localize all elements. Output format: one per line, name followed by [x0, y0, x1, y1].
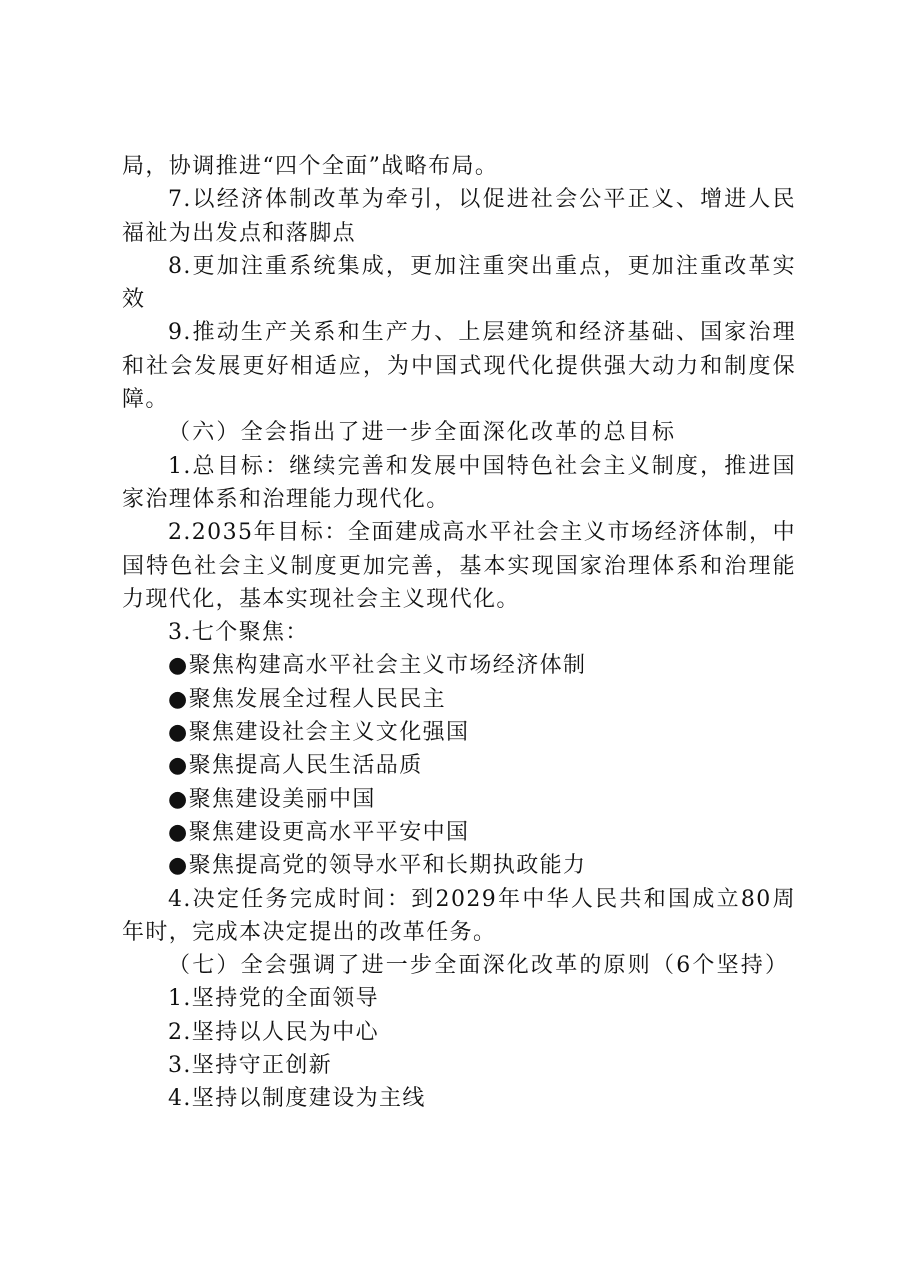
- paragraph-item-7: 7.以经济体制改革为牵引，以促进社会公平正义、增进人民福祉为出发点和落脚点: [122, 187, 796, 246]
- principle-item-1: 1.坚持党的全面领导: [168, 986, 379, 1012]
- bullet-item: ●聚焦构建高水平社会主义市场经济体制: [168, 653, 587, 679]
- bullet-item: ●聚焦发展全过程人民民主: [168, 686, 446, 712]
- bullet-item: ●聚焦建设更高水平平安中国: [168, 819, 470, 845]
- principle-item-4: 4.坚持以制度建设为主线: [168, 1086, 426, 1112]
- bullet-item: ●聚焦提高人民生活品质: [168, 753, 423, 779]
- paragraph-continuation: 局，协调推进“四个全面”战略布局。: [122, 154, 499, 179]
- bullet-item: ●聚焦提高党的领导水平和长期执政能力: [168, 853, 587, 879]
- paragraph-item-9: 9.推动生产关系和生产力、上层建筑和经济基础、国家治理和社会发展更好相适应，为中国式现代化提供强大动力和制度保障。: [122, 320, 796, 413]
- section-heading-7: （七）全会强调了进一步全面深化改革的原则（6个坚持）: [168, 953, 790, 979]
- principle-item-2: 2.坚持以人民为中心: [168, 1019, 379, 1045]
- document-body: [122, 150, 796, 1116]
- paragraph-goal-2: 2.2035年目标：全面建成高水平社会主义市场经济体制，中国特色社会主义制度更加完善，基本实现国家治理体系和治理能力现代化，基本实现社会主义现代化。: [122, 520, 796, 612]
- bullet-item: ●聚焦建设社会主义文化强国: [168, 720, 470, 746]
- paragraph-item-8: 8.更加注重系统集成，更加注重突出重点，更加注重改革实效: [122, 253, 796, 313]
- paragraph-goal-4: 4.决定任务完成时间：到2029年中华人民共和国成立80周年时，完成本决定提出的改革任务。: [122, 886, 796, 945]
- section-heading-6: （六）全会指出了进一步全面深化改革的总目标: [168, 420, 677, 446]
- bullet-item: ●聚焦建设美丽中国: [168, 786, 376, 812]
- principle-item-3: 3.坚持守正创新: [168, 1053, 333, 1079]
- paragraph-goal-3: 3.七个聚焦：: [168, 620, 309, 646]
- paragraph-goal-1: 1.总目标：继续完善和发展中国特色社会主义制度，推进国家治理体系和治理能力现代化。: [122, 453, 796, 512]
